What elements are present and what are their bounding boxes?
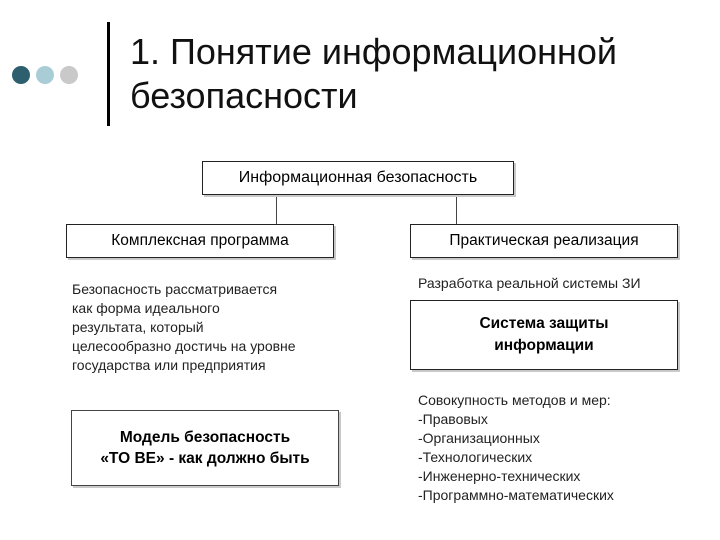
connector-root-down-right <box>456 195 457 224</box>
practical-implementation-label: Практическая реализация <box>449 232 639 249</box>
root-box <box>202 161 514 195</box>
complex-program-description <box>72 280 352 375</box>
slide-title-line-1: 1. Понятие информационной <box>130 31 617 72</box>
methods-item: -Организационных <box>418 430 540 446</box>
description-line: Безопасность рассматривается <box>72 281 278 297</box>
decorative-dots <box>12 66 78 84</box>
methods-list <box>418 391 708 505</box>
description-line: результата, который <box>72 319 204 335</box>
description-line: как форма идеального <box>72 300 220 316</box>
methods-item: -Программно-математических <box>418 487 614 503</box>
security-model-box <box>71 410 339 486</box>
methods-item: -Правовых <box>418 411 488 427</box>
methods-heading: Совокупность методов и мер: <box>418 392 611 408</box>
bullet-dot-icon <box>60 66 78 84</box>
methods-item: -Технологических <box>418 449 533 465</box>
title-divider <box>107 22 110 126</box>
protection-system-line: информации <box>494 337 594 354</box>
complex-program-label: Комплексная программа <box>111 232 289 249</box>
description-line: государства или предприятия <box>72 357 266 373</box>
slide-title <box>130 30 617 118</box>
practical-implementation-description: Разработка реальной системы ЗИ <box>418 275 641 291</box>
root-label: Информационная безопасность <box>238 169 478 186</box>
practical-implementation-box <box>410 224 678 258</box>
connector-root-down <box>276 195 277 224</box>
complex-program-box <box>66 224 334 258</box>
bullet-dot-icon <box>12 66 30 84</box>
security-model-line: Модель безопасность <box>119 429 291 446</box>
protection-system-line: Система защиты <box>479 315 609 332</box>
description-line: целесообразно достичь на уровне <box>72 338 296 354</box>
security-model-line: «TO BE» - как должно быть <box>100 450 310 467</box>
slide-title-line-2: безопасности <box>130 75 358 116</box>
bullet-dot-icon <box>36 66 54 84</box>
methods-item: -Инженерно-технических <box>418 468 581 484</box>
protection-system-box <box>410 300 678 370</box>
